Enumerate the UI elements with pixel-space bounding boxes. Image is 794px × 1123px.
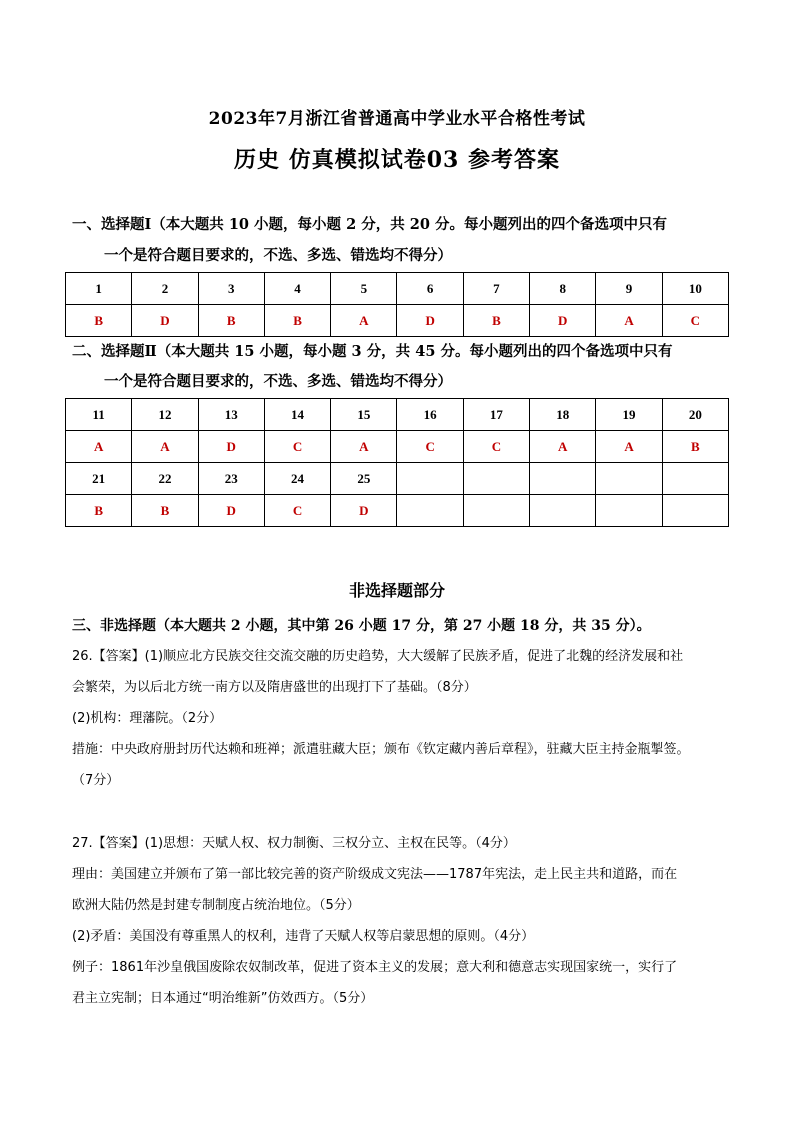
answer-letter: C — [264, 495, 330, 527]
answer-letter: B — [132, 495, 198, 527]
empty-cell — [596, 463, 662, 495]
q27-answer-line: (2)矛盾：美国没有尊重黑人的权利，违背了天赋人权等启蒙思想的原则。（4分） — [72, 929, 535, 944]
q26-answer-line: (2)机构：理藩院。（2分） — [72, 711, 223, 726]
question-number: 25 — [331, 463, 397, 495]
answer-letter: D — [331, 495, 397, 527]
question-number: 1 — [66, 273, 132, 305]
answer-letter: A — [331, 431, 397, 463]
answer-letter: A — [530, 431, 596, 463]
question-number: 4 — [264, 273, 330, 305]
q26-answer-line: 26.【答案】(1)顺应北方民族交往交流交融的历史趋势，大大缓解了民族矛盾，促进了北魏的经济发展和社 — [72, 649, 684, 664]
question-number: 7 — [463, 273, 529, 305]
empty-cell — [662, 463, 728, 495]
question-number: 11 — [66, 399, 132, 431]
answer-letter: B — [463, 305, 529, 337]
answer-letter: C — [264, 431, 330, 463]
answer-letter: B — [264, 305, 330, 337]
empty-cell — [397, 495, 463, 527]
section1-heading-cont: 一个是符合题目要求的，不选、多选、错选均不得分） — [104, 247, 452, 264]
section1-heading: 一、选择题Ⅰ（本大题共 10 小题，每小题 2 分，共 20 分。每小题列出的四个备选项中只有 — [72, 216, 668, 233]
question-number: 17 — [463, 399, 529, 431]
answer-letter: B — [662, 431, 728, 463]
section1-answer-table — [65, 272, 729, 337]
question-number: 9 — [596, 273, 662, 305]
answer-letter: A — [66, 431, 132, 463]
table-row — [66, 305, 729, 337]
question-number: 22 — [132, 463, 198, 495]
answer-letter: C — [397, 431, 463, 463]
section2-heading-cont: 一个是符合题目要求的，不选、多选、错选均不得分） — [104, 373, 452, 390]
question-number: 15 — [331, 399, 397, 431]
table-row — [66, 399, 729, 431]
question-number: 16 — [397, 399, 463, 431]
answer-letter: C — [662, 305, 728, 337]
answer-letter: D — [397, 305, 463, 337]
q26-answer-line: （7分） — [72, 773, 120, 788]
question-number: 6 — [397, 273, 463, 305]
nonchoice-part-title: 非选择题部分 — [348, 581, 445, 600]
q27-answer-line: 例子：1861年沙皇俄国废除农奴制改革，促进了资本主义的发展；意大利和德意志实现国家统一，实行了 — [72, 960, 678, 975]
empty-cell — [530, 463, 596, 495]
answer-letter: B — [66, 305, 132, 337]
question-number: 23 — [198, 463, 264, 495]
question-number: 3 — [198, 273, 264, 305]
question-number: 19 — [596, 399, 662, 431]
answer-letter: B — [198, 305, 264, 337]
answer-letter: B — [66, 495, 132, 527]
exam-subtitle: 历史 仿真模拟试卷03 参考答案 — [234, 147, 560, 173]
empty-cell — [530, 495, 596, 527]
section2-heading: 二、选择题Ⅱ（本大题共 15 小题，每小题 3 分，共 45 分。每小题列出的四个备选项中只有 — [72, 343, 673, 360]
q26-answer-line: 会繁荣，为以后北方统一南方以及隋唐盛世的出现打下了基础。（8分） — [72, 680, 477, 695]
answer-letter: A — [596, 305, 662, 337]
exam-title: 2023年7月浙江省普通高中学业水平合格性考试 — [208, 109, 586, 129]
answer-letter: A — [132, 431, 198, 463]
q27-answer-line: 君主立宪制；日本通过“明治维新”仿效西方。（5分） — [72, 991, 374, 1006]
table-row — [66, 431, 729, 463]
question-number: 5 — [331, 273, 397, 305]
answer-letter: D — [132, 305, 198, 337]
section2-answer-table — [65, 398, 729, 527]
answer-letter: C — [463, 431, 529, 463]
question-number: 12 — [132, 399, 198, 431]
question-number: 20 — [662, 399, 728, 431]
answer-letter: A — [596, 431, 662, 463]
question-number: 14 — [264, 399, 330, 431]
question-number: 13 — [198, 399, 264, 431]
answer-letter: D — [198, 431, 264, 463]
answer-letter: A — [331, 305, 397, 337]
question-number: 21 — [66, 463, 132, 495]
empty-cell — [662, 495, 728, 527]
question-number: 18 — [530, 399, 596, 431]
q27-answer-line: 27.【答案】(1)思想：天赋人权、权力制衡、三权分立、主权在民等。（4分） — [72, 836, 516, 851]
q27-answer-line: 欧洲大陆仍然是封建专制制度占统治地位。（5分） — [72, 898, 360, 913]
table-row — [66, 273, 729, 305]
table-row — [66, 463, 729, 495]
table-row — [66, 495, 729, 527]
empty-cell — [397, 463, 463, 495]
answer-letter: D — [198, 495, 264, 527]
q26-answer-line: 措施：中央政府册封历代达赖和班禅；派遣驻藏大臣；颁布《钦定藏内善后章程》，驻藏大臣主持金瓶掣签。 — [72, 742, 690, 757]
question-number: 24 — [264, 463, 330, 495]
question-number: 8 — [530, 273, 596, 305]
empty-cell — [463, 463, 529, 495]
q27-answer-line: 理由：美国建立并颁布了第一部比较完善的资产阶级成文宪法——1787年宪法，走上民主共和道路，而在 — [72, 867, 678, 882]
empty-cell — [596, 495, 662, 527]
question-number: 2 — [132, 273, 198, 305]
empty-cell — [463, 495, 529, 527]
question-number: 10 — [662, 273, 728, 305]
section3-heading: 三、非选择题（本大题共 2 小题，其中第 26 小题 17 分，第 27 小题 18 分，共 35 分）。 — [72, 618, 651, 634]
answer-letter: D — [530, 305, 596, 337]
